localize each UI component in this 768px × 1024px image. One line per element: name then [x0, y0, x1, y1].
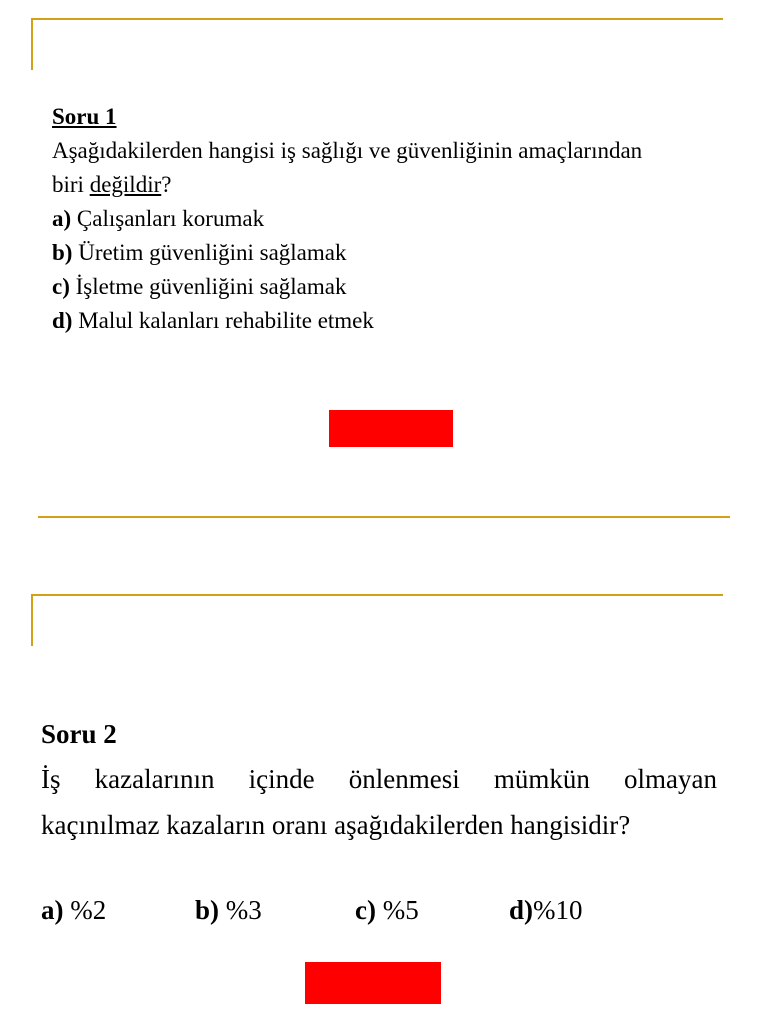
option-key: a) [52, 206, 72, 231]
option-text: %3 [219, 895, 262, 925]
option-key: d) [509, 895, 534, 925]
slide-bottom-line [38, 516, 730, 518]
option-text: %2 [63, 895, 107, 925]
option-text: %5 [375, 895, 419, 925]
question-2-option-b [195, 890, 262, 930]
option-text: %10 [533, 895, 583, 925]
question-1-option-d [52, 304, 732, 338]
option-key: b) [52, 240, 73, 265]
slide-frame-left-line [31, 594, 33, 646]
slide-frame-left-line [31, 18, 33, 70]
question-1-option-a [52, 202, 732, 236]
answer-cover-box[interactable] [305, 962, 441, 1004]
option-key: a) [41, 895, 64, 925]
option-key: b) [195, 895, 220, 925]
question-1-prefix: biri [52, 172, 90, 197]
question-2-text-line-2: kaçınılmaz kazaların oranı aşağıdakilerden hangisidir? [41, 810, 631, 840]
slide-2 [0, 580, 768, 1024]
option-text: Malul kalanları rehabilite etmek [72, 308, 374, 333]
question-2-text [41, 756, 717, 848]
option-key: d) [52, 308, 73, 333]
question-1-title: Soru 1 [52, 104, 117, 129]
question-1-block [52, 100, 732, 338]
question-1-text-line-1: Aşağıdakilerden hangisi iş sağlığı ve güvenliğinin amaçlarından [52, 138, 643, 163]
question-1-option-b [52, 236, 732, 270]
option-text: Üretim güvenliğini sağlamak [72, 240, 347, 265]
question-1-text-line-2 [52, 168, 732, 202]
slide-frame-top-line [31, 594, 723, 596]
option-key: c) [355, 895, 376, 925]
answer-cover-box[interactable] [329, 410, 453, 447]
question-1-emphasis: değildir [89, 172, 162, 197]
question-2-title: Soru 2 [41, 719, 117, 749]
option-text: İşletme güvenliğini sağlamak [69, 274, 347, 299]
question-1-option-c [52, 270, 732, 304]
slide-frame-top-line [31, 18, 723, 20]
question-2-text-line-1: İş kazalarının içinde önlenmesi mümkün olmayan [41, 764, 717, 794]
question-2-option-a [41, 890, 106, 930]
option-text: Çalışanları korumak [71, 206, 265, 231]
option-key: c) [52, 274, 70, 299]
question-1-suffix: ? [161, 172, 172, 197]
question-2-option-d [509, 890, 583, 930]
question-2-option-c [355, 890, 419, 930]
